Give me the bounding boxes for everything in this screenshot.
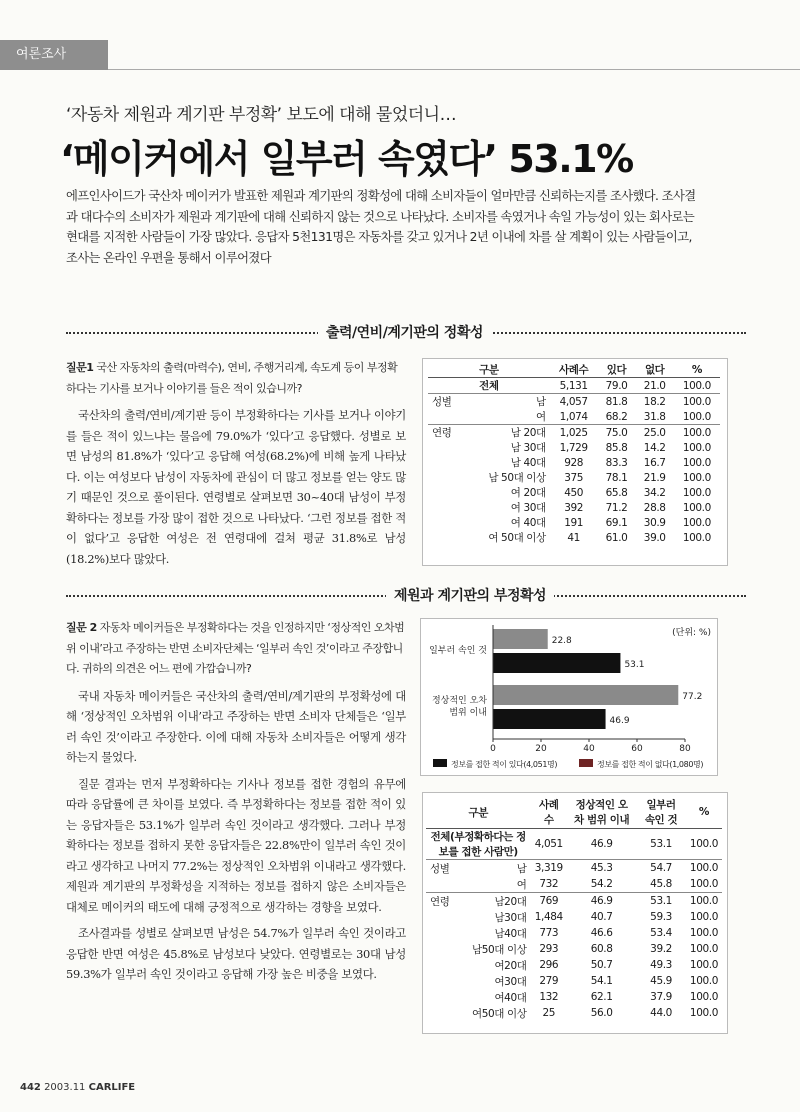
legend-swatch: [433, 759, 447, 767]
tbl1-cell: 71.2: [605, 501, 628, 514]
tbl2-cell: 전체(부정확하다는 정보를 접한 사람만): [430, 831, 526, 858]
tbl2-cell: 여: [516, 878, 527, 891]
section2-heading-text: 제원과 계기판의 부정확성: [386, 585, 554, 605]
question1-label: 질문1: [66, 361, 94, 374]
tbl2-cell: 60.8: [590, 943, 613, 955]
tbl1-cell: 18.2: [636, 394, 674, 410]
chart-unit-label: (단위: %): [672, 628, 711, 638]
bar-chart-svg: [421, 619, 717, 775]
tbl1-header-4: 없다: [636, 362, 674, 378]
bar-1-0: [493, 709, 606, 729]
tbl2-header-0: 구분: [426, 796, 530, 829]
table-row: [428, 515, 720, 530]
tbl1-cell: 1,074: [559, 410, 588, 423]
tbl2-cell: [426, 909, 468, 925]
tbl1-cell: 34.2: [643, 486, 666, 499]
tbl1-cell: [428, 485, 466, 500]
table-row: [428, 409, 720, 425]
tbl2-header-5: %: [686, 796, 722, 829]
tbl1-cell: [428, 440, 466, 455]
question1-text: 국산 자동차의 출력(마력수), 연비, 주행거리계, 속도계 등이 부정확하다는 기사를 보거나 이야기를 들은 적이 있습니까?: [66, 361, 398, 395]
legend-label: 정보를 접한 적이 없다(1,080명): [597, 760, 704, 769]
tbl1-cell: 65.8: [605, 486, 628, 499]
category-label: 일부러 속인 것: [429, 646, 487, 656]
tbl1-cell: 여 20대: [510, 487, 546, 499]
magazine-name: CARLIFE: [88, 1082, 136, 1093]
tbl1-header-2: 사례수: [550, 362, 598, 378]
tbl2-cell: 100.0: [689, 959, 718, 971]
table-row: [426, 941, 722, 957]
table-row: [426, 876, 722, 893]
x-tick-label: 0: [490, 744, 496, 754]
bar-value-label: 22.8: [551, 636, 572, 646]
tbl1-cell: 여 30대: [510, 502, 546, 514]
tbl2-cell: 남20대: [468, 893, 530, 910]
tbl2-cell: [426, 1005, 468, 1021]
tbl1-cell: 100.0: [682, 516, 711, 529]
tbl2-cell: 39.2: [650, 943, 672, 955]
tbl2-cell: 100.0: [689, 911, 718, 923]
table-row: [426, 989, 722, 1005]
tbl1-cell: 450: [564, 486, 584, 499]
table-row: [426, 973, 722, 989]
tbl1-cell: 375: [564, 471, 584, 484]
tbl2-cell: 연령: [426, 893, 468, 910]
tbl1-cell: 30.9: [643, 516, 666, 529]
tbl2-cell: 45.3: [567, 860, 636, 877]
tbl2-cell: 50.7: [590, 959, 613, 971]
tbl2-cell: 45.9: [650, 975, 672, 987]
question1: [66, 358, 406, 399]
tbl1-cell: 25.0: [636, 425, 674, 441]
tbl2-cell: 25: [542, 1007, 556, 1019]
tbl2-cell: 100.0: [689, 838, 718, 850]
table1: [428, 362, 720, 545]
tbl2-cell: 100.0: [689, 878, 718, 890]
tbl2-cell: 여20대: [494, 959, 527, 972]
tbl1-cell: 100.0: [682, 501, 711, 514]
legend-swatch: [579, 759, 593, 767]
tbl2-cell: 1,484: [534, 911, 563, 923]
tbl1-cell: 1,025: [550, 425, 598, 441]
section2-body-3: 조사결과를 성별로 살펴보면 남성은 54.7%가 일부러 속인 것이라고 응답한 반면 여성은 45.8%로 남성보다 낮았다. 연령별로는 30대 남성 59.3%가 일부러 속인 것이라고 응답해 가장 높은 비중을 보였다.: [66, 926, 406, 981]
tbl2-cell: 100.0: [686, 860, 722, 877]
tbl1-cell: 21.9: [643, 471, 666, 484]
tbl2-cell: 남30대: [494, 911, 527, 924]
tbl2-cell: 46.9: [590, 838, 613, 850]
tbl1-cell: 100.0: [682, 471, 711, 484]
tbl2-header-2: 사례수: [530, 796, 567, 829]
x-tick-label: 60: [631, 744, 643, 754]
table-row: [426, 860, 722, 877]
tbl2-cell: [426, 941, 468, 957]
tbl2-cell: 54.2: [590, 878, 613, 890]
table2: [426, 796, 722, 1021]
table-row: [426, 829, 722, 860]
tbl2-cell: 46.6: [590, 927, 613, 939]
bar-value-label: 53.1: [624, 660, 645, 670]
tbl1-header-0: 구분: [428, 362, 550, 378]
tbl2-cell: 여40대: [494, 991, 527, 1004]
table-row: [426, 909, 722, 925]
table-row: [428, 530, 720, 545]
tbl2-cell: 100.0: [689, 975, 718, 987]
tbl2-cell: 100.0: [686, 893, 722, 910]
question2-label: 질문 2: [66, 621, 97, 634]
table-row: [428, 485, 720, 500]
tbl2-cell: 56.0: [590, 1007, 613, 1019]
question2-text: 자동차 메이커들은 부정확하다는 것을 인정하지만 ‘정상적인 오차범위 이내’라고 주장하는 반면 소비자단체는 ‘일부러 속인 것’이라고 주장합니다. 귀하의 의견은 어느 편에 가깝습니까?: [66, 621, 405, 675]
article-headline: ‘메이커에서 일부러 속였다’ 53.1%: [60, 137, 633, 181]
tbl1-cell: 100.0: [682, 379, 711, 392]
tbl2-cell: 53.1: [650, 838, 672, 850]
tbl2-cell: [426, 957, 468, 973]
tbl1-cell: 191: [564, 516, 584, 529]
bar-1-1: [493, 685, 678, 705]
tbl2-cell: [426, 876, 468, 893]
page-number: 442: [20, 1082, 41, 1093]
tbl2-cell: 54.7: [636, 860, 686, 877]
tbl1-cell: 100.0: [682, 441, 711, 454]
tbl2-cell: 732: [539, 878, 559, 890]
category-label: 범위 이내: [449, 708, 487, 718]
section2-body-2: 질문 결과는 먼저 부정확하다는 기사나 정보를 접한 경험의 유무에 따라 응답률에 큰 차이를 보였다. 즉 부정확하다는 정보를 접한 적이 있는 응답자들은 53.1%가 일부러 속인 것이라고 생각했다. 그러나 부정확하다는 정보를 접하지 못한 응답자들은 22.8%만이 일부러 속인 것이라고 생각하고 나머지 77.2%는 정상적인 오차범위 이내라고 생각했다. 제원과 계기판의 부정확성을 지적하는 정보를 접하지 않은 소비자들은 대체로 메이커의 태도에 대해 긍정적으로 생각하는 경향을 보였다.: [66, 776, 406, 914]
x-tick-label: 40: [583, 744, 595, 754]
tbl1-cell: 성별: [428, 394, 466, 410]
tbl2-cell: [426, 973, 468, 989]
tbl2-cell: 3,319: [530, 860, 567, 877]
tbl1-cell: 39.0: [643, 531, 666, 544]
tbl2-cell: 100.0: [689, 1007, 718, 1019]
section1-body: 국산차의 출력/연비/계기판 등이 부정확하다는 기사를 보거나 이야기를 들은 적이 있느냐는 물음에 79.0%가 ‘있다’고 응답했다. 성별로 보면 남성의 81.8%가 ‘있다’고 응답해 여성(68.2%)에 비해 높게 나타났다. 이는 여성보다 남성이 자동차에 관심이 더 많고 정보를 얻는 양도 많기 때문인 것으로 풀이된다. 연령별로 살펴보면 30~40대 남성이 부정확하다는 정보를 가장 많이 접한 것으로 나타났다. ‘그런 정보를 접한 적이 없다’고 응답한 여성은 전 연령대에 걸쳐 평균 31.8%로 남성(18.2%)보다 많았다.: [66, 408, 406, 566]
tbl2-cell: 132: [539, 991, 559, 1003]
section2-body-1: 국내 자동차 메이커들은 국산차의 출력/연비/계기판의 부정확성에 대해 ‘정상적인 오차범위 이내’라고 주장하는 반면 소비자 단체들은 ‘일부러 속인 것’이라고 주장한다. 이에 대해 자동차 소비자들은 어떻게 생각하는지 물었다.: [66, 688, 406, 764]
section-tag: 여론조사: [0, 40, 108, 70]
tbl2-cell: 남: [468, 860, 530, 877]
tbl1-cell: 여: [536, 411, 546, 423]
tbl1-cell: [428, 500, 466, 515]
tbl2-header-4: 일부러 속인 것: [636, 796, 686, 829]
article-subtitle: ‘자동차 제원과 계기판 부정확’ 보도에 대해 물었더니…: [66, 105, 457, 125]
table-row: [428, 455, 720, 470]
tbl2-cell: 45.8: [650, 878, 672, 890]
table-row: [428, 394, 720, 410]
tbl1-cell: 4,057: [550, 394, 598, 410]
tbl2-cell: 100.0: [689, 991, 718, 1003]
section1-heading: [66, 322, 746, 342]
tbl2-cell: 54.1: [590, 975, 613, 987]
tbl2-cell: 성별: [426, 860, 468, 877]
tbl2-cell: 49.3: [650, 959, 672, 971]
tbl1-cell: 61.0: [605, 531, 628, 544]
tbl2-cell: 100.0: [689, 927, 718, 939]
header-rule: [108, 69, 800, 70]
table-row: [428, 470, 720, 485]
tbl2-cell: 53.1: [636, 893, 686, 910]
tbl1-cell: 85.8: [605, 441, 628, 454]
tbl1-cell: 81.8: [597, 394, 635, 410]
tbl2-cell: 40.7: [590, 911, 613, 923]
table-row: [428, 378, 720, 394]
tbl1-cell: [428, 409, 466, 425]
tbl2-cell: 53.4: [650, 927, 672, 939]
tbl2-header-3: 정상적인 오차 범위 이내: [567, 796, 636, 829]
tbl1-cell: 79.0: [605, 379, 628, 392]
tbl1-cell: 남 40대: [510, 457, 546, 469]
tbl2-cell: 769: [530, 893, 567, 910]
section1-text: [66, 358, 406, 569]
x-tick-label: 80: [679, 744, 691, 754]
tbl1-cell: 100.0: [682, 456, 711, 469]
tbl1-cell: 69.1: [605, 516, 628, 529]
tbl2-cell: 44.0: [650, 1007, 672, 1019]
tbl1-cell: 392: [564, 501, 584, 514]
tbl2-cell: 남50대 이상: [472, 943, 527, 956]
table-row: [426, 893, 722, 910]
tbl2-cell: 59.3: [650, 911, 672, 923]
tbl1-cell: 여 50대 이상: [488, 532, 546, 544]
tbl1-cell: 928: [564, 456, 584, 469]
tbl1-header-3: 있다: [597, 362, 635, 378]
tbl1-cell: 남 20대: [466, 425, 550, 441]
category-label: 정상적인 오차: [431, 696, 487, 706]
tbl2-cell: 62.1: [590, 991, 613, 1003]
bar-0-0: [493, 653, 620, 673]
tbl1-cell: 전체: [479, 380, 499, 392]
tbl1-cell: 78.1: [605, 471, 628, 484]
tbl1-cell: [428, 530, 466, 545]
tbl1-cell: 100.0: [682, 410, 711, 423]
tbl2-cell: 남40대: [494, 927, 527, 940]
tbl1-cell: 5,131: [559, 379, 588, 392]
tbl1-header-5: %: [674, 362, 720, 378]
legend-label: 정보를 접한 적이 있다(4,051명): [451, 760, 558, 769]
tbl1-cell: 여 40대: [510, 517, 546, 529]
tbl1-cell: 100.0: [682, 486, 711, 499]
tbl1-cell: 68.2: [605, 410, 628, 423]
tbl1-cell: [428, 455, 466, 470]
tbl2-cell: 279: [539, 975, 559, 987]
bar-value-label: 46.9: [609, 716, 630, 726]
bar-chart: [420, 618, 718, 776]
tbl1-cell: 연령: [428, 425, 466, 441]
tbl2-cell: [426, 989, 468, 1005]
tbl1-cell: 75.0: [597, 425, 635, 441]
tbl1-cell: 14.2: [643, 441, 666, 454]
table-row: [426, 1005, 722, 1021]
tbl2-cell: 773: [539, 927, 559, 939]
tbl1-cell: 남 30대: [510, 442, 546, 454]
bar-0-1: [493, 629, 548, 649]
table-row: [426, 925, 722, 941]
table-row: [428, 425, 720, 441]
tbl2-cell: 37.9: [650, 991, 672, 1003]
tbl1-cell: 41: [567, 531, 580, 544]
tbl1-cell: 1,729: [559, 441, 588, 454]
issue-date: 2003.11: [44, 1082, 86, 1093]
tbl1-cell: 100.0: [682, 531, 711, 544]
tbl1-cell: 100.0: [674, 425, 720, 441]
table-row: [428, 440, 720, 455]
table-row: [428, 500, 720, 515]
tbl1-cell: 28.8: [643, 501, 666, 514]
table-row: [426, 957, 722, 973]
question2: [66, 618, 406, 680]
tbl1-cell: 83.3: [605, 456, 628, 469]
section2-text: [66, 618, 406, 985]
tbl1-cell: 남: [466, 394, 550, 410]
page-footer: [20, 1082, 135, 1093]
section2-heading: [66, 585, 746, 605]
tbl1-cell: 남 50대 이상: [488, 472, 546, 484]
tbl1-cell: [428, 470, 466, 485]
tbl1-cell: 21.0: [643, 379, 666, 392]
tbl1-cell: 16.7: [643, 456, 666, 469]
tbl2-cell: 여30대: [494, 975, 527, 988]
section1-heading-text: 출력/연비/계기판의 정확성: [318, 322, 491, 342]
tbl2-cell: 여50대 이상: [472, 1007, 527, 1020]
tbl1-cell: [428, 515, 466, 530]
tbl1-cell: 31.8: [643, 410, 666, 423]
tbl2-cell: 293: [539, 943, 559, 955]
tbl2-cell: 46.9: [567, 893, 636, 910]
tbl1-cell: 100.0: [674, 394, 720, 410]
tbl2-cell: 296: [539, 959, 559, 971]
x-tick-label: 20: [535, 744, 547, 754]
bar-value-label: 77.2: [682, 692, 703, 702]
tbl2-cell: 4,051: [534, 838, 563, 850]
tbl2-cell: [426, 925, 468, 941]
article-intro: 에프인사이드가 국산차 메이커가 발표한 제원과 계기판의 정확성에 대해 소비자들이 얼마만큼 신뢰하는지를 조사했다. 조사결과 대다수의 소비자가 제원과 계기판에 대해 신뢰하지 않는 것으로 나타났다. 소비자를 속였거나 속일 가능성이 있는 회사로는 현대를 지적한 사람들이 가장 많았다. 응답자 5천131명은 자동차를 갖고 있거나 2년 이내에 차를 살 계획이 있는 사람들이고, 조사는 온라인 우편을 통해서 이루어졌다: [66, 189, 696, 265]
tbl2-cell: 100.0: [689, 943, 718, 955]
